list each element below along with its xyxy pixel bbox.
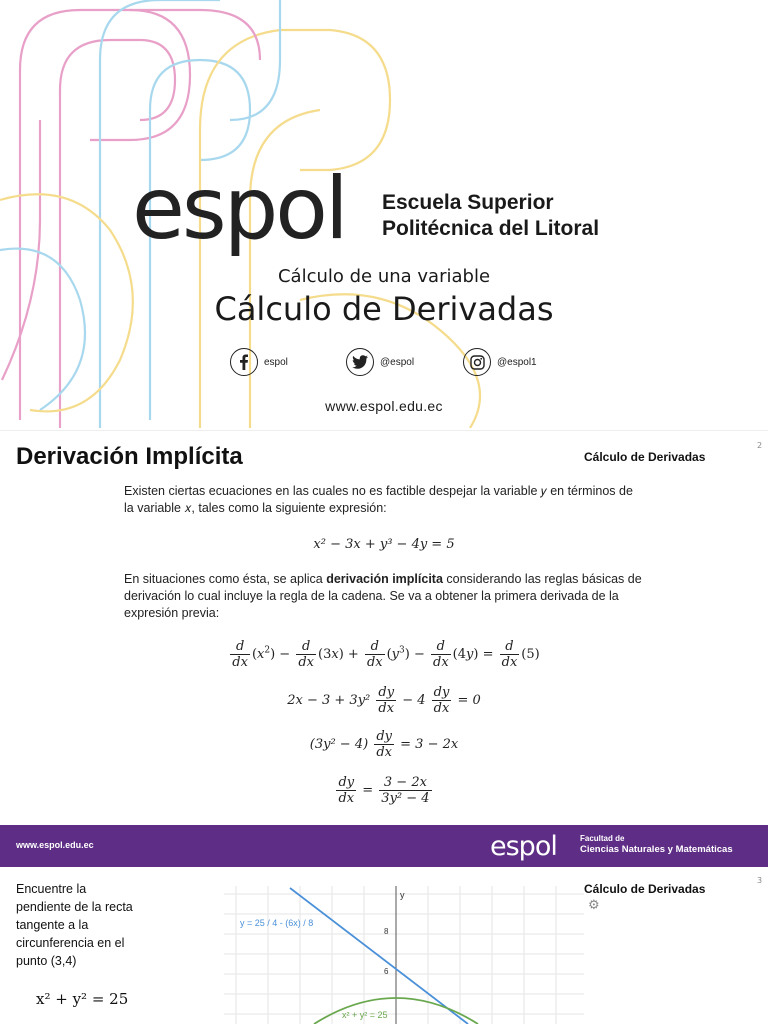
institution-line-1: Escuela Superior bbox=[382, 191, 554, 214]
tangent-line-slide bbox=[0, 868, 768, 1024]
equation-step-2: 2x − 3 + 3y² $\frac{dy}{dx}$ − 4 $\frac{dy}{dx}$ = 0 bbox=[287, 685, 481, 716]
footer-bar bbox=[0, 825, 768, 867]
course-subtitle: Cálculo de una variable bbox=[277, 266, 491, 287]
eq4-lhs: (3y² − 4) bbox=[309, 737, 369, 752]
logo-text: espol bbox=[132, 160, 346, 259]
title-slide bbox=[0, 0, 768, 428]
explanation-paragraph bbox=[124, 571, 644, 622]
equation-step-3: (3y² − 4) $\frac{dy}{dx}$ = 3 − 2x bbox=[309, 729, 459, 760]
circle-label: x² + y² = 25 bbox=[342, 1010, 388, 1020]
implicit-derivation-slide bbox=[0, 430, 768, 867]
explanation-part-1: En situaciones como ésta, se aplica bbox=[124, 572, 327, 586]
social-twitter[interactable] bbox=[346, 348, 414, 376]
slide-heading: Derivación Implícita bbox=[16, 443, 243, 470]
footer-faculty bbox=[580, 833, 733, 855]
footer-logo-text: espol bbox=[490, 831, 557, 862]
twitter-label: @espol bbox=[380, 356, 415, 368]
problem-statement: Encuentre la pendiente de la recta tangente a la circunferencia en el punto (3,4) bbox=[16, 882, 133, 968]
social-facebook[interactable] bbox=[230, 348, 288, 376]
presentation-title: Cálculo de Derivadas bbox=[214, 290, 554, 328]
twitter-icon bbox=[346, 348, 374, 376]
slide-topic-tag-3: Cálculo de Derivadas bbox=[584, 882, 706, 896]
facebook-label: espol bbox=[264, 356, 288, 368]
eq5-numerator: 3 − 2x bbox=[379, 775, 431, 791]
explanation-bold-term: derivación implícita bbox=[326, 572, 443, 586]
eq3-mid: − 4 bbox=[402, 693, 426, 708]
circle-equation: x² + y² = 25 bbox=[36, 990, 129, 1008]
website-url[interactable]: www.espol.edu.ec bbox=[325, 398, 443, 414]
eq5-denominator: 3y² − 4 bbox=[381, 791, 430, 806]
instagram-icon bbox=[463, 348, 491, 376]
y-tick-6: 6 bbox=[384, 967, 389, 976]
equation-original: x² − 3x + y³ − 4y = 5 bbox=[313, 537, 455, 552]
slide-number: 2 bbox=[757, 441, 763, 450]
intro-paragraph: Existen ciertas ecuaciones en las cuales no es factible despejar la variable 𝑦 en términos de la variable 𝑥, tales como la siguiente expresión: bbox=[124, 484, 633, 515]
graph-plot[interactable] bbox=[224, 886, 584, 1024]
eq3-rhs: = 0 bbox=[457, 693, 481, 708]
y-tick-8: 8 bbox=[384, 927, 389, 936]
equation-differentiate: $\frac{d}{dx}$ $(x^2)$ − $\frac{d}{dx}$ (3x) + $\frac{d}{dx}$ $(y^3)$ − $\frac{d}{dx}$ (4y) = $\frac{d}{dx}$ (5) bbox=[232, 639, 540, 670]
tangent-line-label: y = 25 / 4 - (6x) / 8 bbox=[240, 918, 314, 928]
eq4-rhs: = 3 − 2x bbox=[400, 737, 459, 752]
institution-line-2: Politécnica del Litoral bbox=[382, 217, 600, 240]
facebook-icon bbox=[230, 348, 258, 376]
explanation-part-2: considerando las reglas básicas de derivación lo cual incluye la regla de la cadena. Se va a obtener la primera derivada de la expresión previa: bbox=[124, 572, 642, 620]
equation-result: $\frac{dy}{dx}$ = $\frac{3 - 2x}{\text{3y² − 4}}$ bbox=[338, 775, 430, 806]
footer-espol-logo bbox=[490, 831, 570, 863]
footer-faculty-line-2: Ciencias Naturales y Matemáticas bbox=[580, 844, 733, 855]
slide-topic-tag: Cálculo de Derivadas bbox=[584, 450, 706, 464]
instagram-label: @espol1 bbox=[497, 356, 537, 368]
footer-url[interactable]: www.espol.edu.ec bbox=[16, 840, 94, 850]
eq3-lhs: 2x − 3 + 3y² bbox=[287, 693, 371, 708]
y-axis-label: y bbox=[400, 890, 405, 900]
espol-logo bbox=[132, 160, 367, 265]
slide-number-3: 3 bbox=[757, 876, 763, 885]
footer-faculty-line-1: Facultad de bbox=[580, 834, 625, 843]
social-instagram[interactable] bbox=[463, 348, 537, 376]
institution-name bbox=[382, 190, 599, 242]
gear-icon[interactable]: ⚙ bbox=[588, 898, 600, 913]
